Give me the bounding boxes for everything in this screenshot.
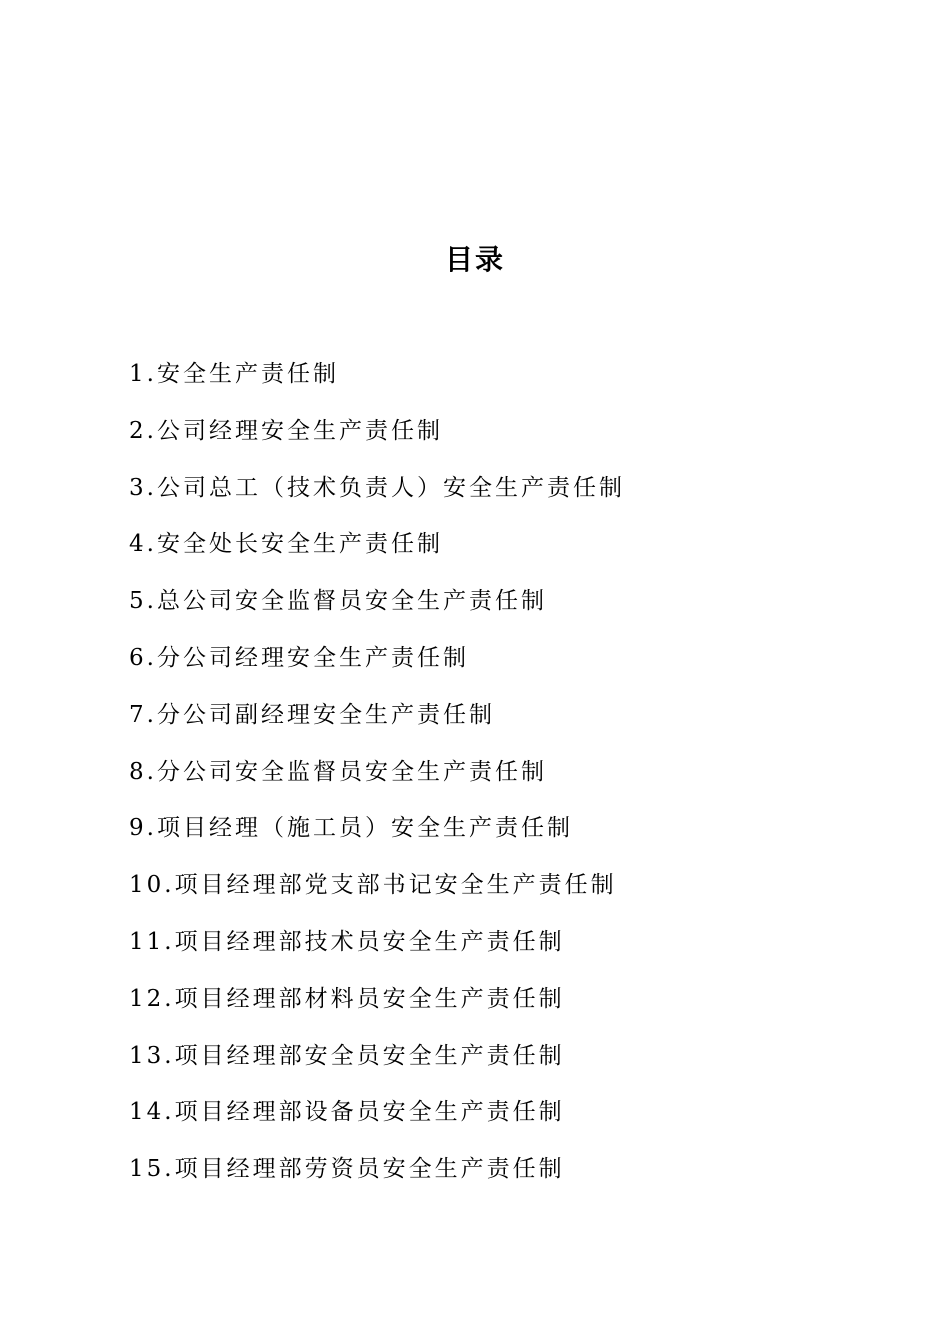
toc-item-2: 2.公司经理安全生产责任制 [129,417,443,444]
toc-item-10: 10.项目经理部党支部书记安全生产责任制 [129,872,617,899]
toc-item-5: 5.总公司安全监督员安全生产责任制 [129,588,547,615]
toc-item-4: 4.安全处长安全生产责任制 [129,531,443,558]
toc-item-13: 13.项目经理部安全员安全生产责任制 [129,1042,565,1069]
toc-list [129,352,889,1204]
toc-item-14: 14.项目经理部设备员安全生产责任制 [129,1099,565,1126]
toc-item-9: 9.项目经理（施工员）安全生产责任制 [129,815,573,842]
toc-item-12: 12.项目经理部材料员安全生产责任制 [129,985,565,1012]
toc-item-3: 3.公司总工（技术负责人）安全生产责任制 [129,474,625,501]
toc-item-1: 1.安全生产责任制 [129,361,339,387]
toc-item-7: 7.分公司副经理安全生产责任制 [129,701,495,728]
toc-item-11: 11.项目经理部技术员安全生产责任制 [129,928,565,955]
toc-title: 目录 [444,243,505,276]
toc-item-6: 6.分公司经理安全生产责任制 [129,644,469,671]
toc-item-15: 15.项目经理部劳资员安全生产责任制 [129,1156,565,1183]
toc-item-8: 8.分公司安全监督员安全生产责任制 [129,758,547,785]
